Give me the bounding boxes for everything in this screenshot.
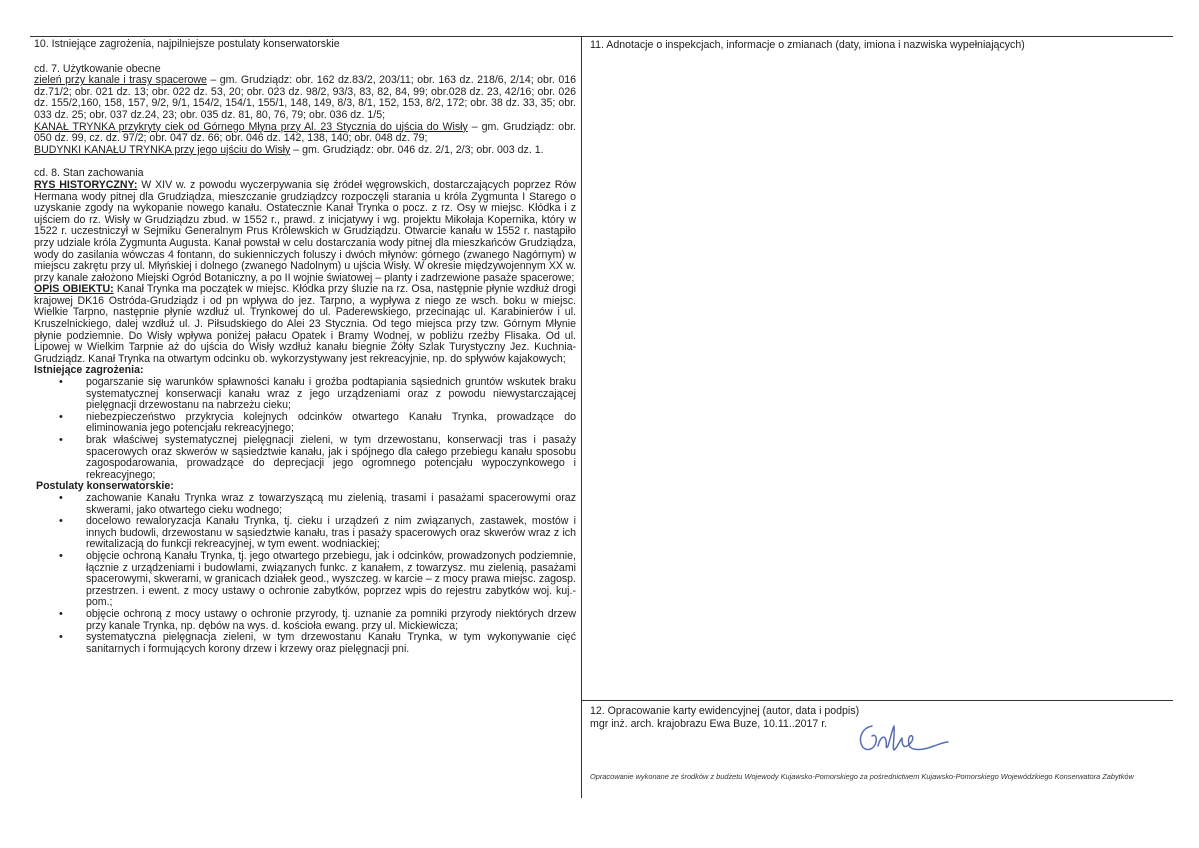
section-12 (590, 705, 859, 730)
cd7-paragraph-3 (34, 145, 576, 157)
rys-text: W XIV w. z powodu wyczerpywania się źródeł węgrowskich, dostarczających poprzez Rów Hermana wody pitnej dla Grudziądza, mieszczanie grudziądzcy rozpoczęli starania u króla Zygmunta I Starego o uzyskanie zgody na wykopanie nowego kanału. Ostatecznie Kanał Trynka o pocz. z rz. Osy w miejsc. Kłódka i z ujściem do rz. Wisły w Grudziądzu zbud. w 1552 r., prawd. z inicjatywy i wg. projektu Mikołaja Kopernika, który w 1522 r. uczestniczył w Sejmiku Generalnym Prus Królewskich w Grudziądzu. Otwarcie kanału w 1552 r. nastąpiło przy udziale króla Zygmunta Augusta. Kanał powstał w celu dostarczania wody pitnej dla mieszkańców Grudziądza, wody do zasilania wówczas 4 fontann, do sukienniczych foluszy i dwóch młynów: górnego (zwanego Nagórnym) w miejscu zakrętu przy ul. Młyńskiej i dolnego (zwanego Nadolnym) u ujścia Wisły. W okresie międzywojennym XX w. przy kanale założono Miejski Ogród Botaniczny, a po II wojnie światowej – planty i zadrzewione pasaże spacerowe; (34, 178, 576, 284)
section-12-author: mgr inż. arch. krajobrazu Ewa Buze, 10.11..2017 r. (590, 717, 828, 730)
list-item: • systematyczna pielęgnacja zieleni, w tym drzewostanu Kanału Trynka, w tym wykonywanie cięć sanitarnych i formujących korony drzew i krzewy oraz pielęgnacji pni. (86, 632, 576, 655)
postulates-list (34, 493, 576, 655)
opis-obiektu (34, 284, 576, 365)
section-11-title: 11. Adnotacje o inspekcjach, informacje o zmianach (daty, imiona i nazwiska wypełniających) (590, 39, 1025, 51)
threats-heading: Istniejące zagrożenia: (34, 364, 144, 377)
cd7-paragraph-2 (34, 122, 576, 145)
list-item: • zachowanie Kanału Trynka wraz z towarzyszącą mu zielenią, trasami i pasażami spacerowymi oraz skwerami, jako otwartego cieku wodnego; (86, 493, 576, 516)
threats-list (34, 377, 576, 481)
section-10 (34, 39, 576, 655)
list-item: • pogarszanie się warunków spławności kanału i groźba podtapiania sąsiednich gruntów wskutek braku systematycznej konserwacji kanału wraz z jego urządzeniami oraz z powodu niewystarczającej pielęgnacji drzewostanu na nabrzeżu cieku; (86, 377, 576, 412)
section-12-title: 12. Opracowanie karty ewidencyjnej (autor, data i podpis) (590, 705, 860, 717)
rys-label: RYS HISTORYCZNY: (34, 178, 138, 191)
list-item: • brak właściwej systematycznej pielęgnacji zieleni, w tym drzewostanu, konserwacji tras i pasaży spacerowych oraz skwerów w sąsiedztwie kanału, jak i spójnego dla całego przebiegu kanału sposobu zagospodarowania, prowadzące do deprecjacji jego ogromnego potencjału wypoczynkowego i rekreacyjnego; (86, 435, 576, 481)
cd7-p2-label: KANAŁ TRYNKA przykryty ciek od Górnego Młyna przy Al. 23 Stycznia do ujścia do Wisły (34, 120, 468, 133)
section-12-rule (581, 700, 1173, 701)
rys-historyczny (34, 180, 576, 284)
cd7-p2-text: – gm. Grudziądz: obr. 050 dz. 99, cz. dz. 97/2; obr. 047 dz. 66; obr. 046 dz. 142, 138, 140; obr. 048 dz. 79; (34, 120, 576, 145)
cd7-p3-text: – gm. Grudziądz: obr. 046 dz. 2/1, 2/3; obr. 003 dz. 1. (290, 143, 544, 156)
cd7-p1-text: – gm. Grudziądz: obr. 162 dz.83/2, 203/11; obr. 163 dz. 218/6, 2/14; obr. 016 dz.71/2; obr. 021 dz. 13; obr. 022 dz. 53, 20; obr. 023 dz. 98/2, 93/3, 83, 82, 84, 99; obr.028 dz. 23, 42/16; obr. 026 dz. 155/2,160, 158, 157, 9/2, 9/1, 154/2, 154/1, 155/1, 148, 149, 8/3, 8/1, 152, 153, 8/2, 172; obr. 38 dz. 33, 35; obr. 033 dz. 25; obr. 037 dz.24, 23; obr. 035 dz. 81, 80, 76, 79; obr. 036 dz. 1/5; (34, 74, 576, 121)
section-10-title: 10. Istniejące zagrożenia, najpilniejsze postulaty konserwatorskie (34, 38, 340, 50)
handwritten-signature (852, 720, 952, 760)
list-item: • objęcie ochroną z mocy ustawy o ochronie przyrody, tj. uznanie za pomniki przyrody niektórych drzew przy kanale Trynka, np. dębów na wys. d. kościoła ewang. przy ul. Mickiewicza; (86, 609, 576, 632)
top-rule (30, 36, 1173, 37)
opis-text: Kanał Trynka ma początek w miejsc. Kłódka przy śluzie na rz. Osa, następnie płynie wzdłuż drogi krajowej DK16 Ostróda-Grudziądz i od pn wpływa do jez. Tarpno, a wypływa z niego ze wsch. boku w miejsc. Wielkie Tarpno, następnie płynie wzdłuż ul. Trynkowej do ul. Paderewskiego, przecinając ul. Karabinierów i ul. Kruszelnickiego, dalej wzdłuż ul. J. Piłsudskiego do Alei 23 Stycznia. Od tego miejsca przy tzw. Górnym Młynie płynie podziemnie. Do Wisły wpływa poniżej pałacu Opatek i Bramy Wodnej, w pobliżu rzeźby Flisaka. Od ul. Lipowej w Wielkim Tarpnie aż do ujścia do Wisły wzdłuż kanału biegnie Żółty Szlak Turystyczny Jez. Kuchnia-Grudziądz. Kanał Trynka na otwartym odcinku ob. wykorzystywany jest rekreacyjnie, np. do spływów kajakowych; (34, 283, 576, 365)
list-item: • objęcie ochroną Kanału Trynka, tj. jego otwartego przebiegu, jak i odcinków, prowadzonych podziemnie, łącznie z urządzeniami i budowlami, związanych funkc. z kanałem, z towarzysz. mu zielenią, pasażami spacerowymi, skwerami, w granicach działek geod., wyszczeg. w karcie – z mocy prawa miejsc. zagosp. przestrzen. i ewent. z mocy ustawy o ochronie zabytków, poprzez wpis do rejestru zabytków woj. kuj.-pom.; (86, 551, 576, 609)
cd7-paragraph-1 (34, 75, 576, 121)
cd7-p3-label: BUDYNKI KANAŁU TRYNKA przy jego ujściu do Wisły (34, 143, 291, 156)
column-divider (581, 36, 582, 798)
cd8-heading: cd. 8. Stan zachowania (34, 167, 144, 180)
funding-note: Opracowanie wykonane ze środków z budżetu Wojewody Kujawsko-Pomorskiego za pośrednictwem Kujawsko-Pomorskiego Wojewódzkiego Konserwatora Zabytków (590, 772, 1134, 781)
list-item: • niebezpieczeństwo przykrycia kolejnych odcinków otwartego Kanału Trynka, prowadzące do eliminowania jego potencjału rekreacyjnego; (86, 412, 576, 435)
list-item: • docelowo rewaloryzacja Kanału Trynka, tj. cieku i urządzeń z nim związanych, zastawek, mostów i innych budowli, drzewostanu w sąsiedztwie kanału, tras i pasaży spacerowych oraz skwerów wraz z ich rewitalizacją do funkcji rekreacyjnej, w tym ewent. wodniackiej; (86, 516, 576, 551)
opis-label: OPIS OBIEKTU: (34, 283, 114, 296)
postulates-heading: Postulaty konserwatorskie: (36, 480, 174, 493)
cd7-heading: cd. 7. Użytkowanie obecne (34, 62, 161, 75)
cd7-p1-label: zieleń przy kanale i trasy spacerowe (34, 74, 207, 87)
